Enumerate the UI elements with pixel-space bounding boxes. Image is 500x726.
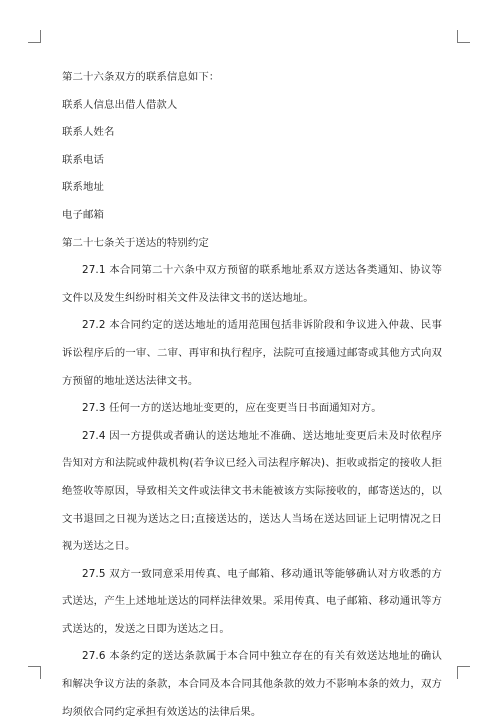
- clause-27-5: 27.5 双方一致同意采用传真、电子邮箱、移动通讯等能够确认对方收悉的方式送达，产生上述地址送达的同样法律效果。采用传真、电子邮箱、移动通讯等方式送达的，发送之日即为送达之日。: [62, 567, 442, 635]
- article-27-heading: 第二十七条关于送达的特别约定: [62, 236, 209, 249]
- clause-27-2: 27.2 本合同约定的送达地址的适用范围包括非诉阶段和争议进入仲裁、民事诉讼程序后的一审、二审、再审和执行程序，法院可直接通过邮寄或其他方式向双方预留的地址送达法律文书。: [62, 319, 442, 387]
- crop-mark-bottom-left: [28, 666, 41, 679]
- contact-name-row: 联系人姓名: [62, 126, 115, 139]
- document-body: [62, 64, 442, 726]
- contact-email-row: 电子邮箱: [62, 208, 104, 221]
- contact-phone-row: 联系电话: [62, 153, 104, 166]
- clause-27-3: 27.3 任何一方的送达地址变更的，应在变更当日书面通知对方。: [82, 402, 382, 415]
- clause-27-1: 27.1 本合同第二十六条中双方预留的联系地址系双方送达各类通知、协议等文件以及发生纠纷时相关文件及法律文书的送达地址。: [62, 264, 442, 304]
- crop-mark-top-right: [457, 30, 470, 43]
- clause-27-4: 27.4 因一方提供或者确认的送达地址不准确、送达地址变更后未及时依程序告知对方和法院或仲裁机构(若争议已经入司法程序解决)、拒收或指定的接收人拒绝签收等原因，导致相关文件或法律文书未能被该方实际接收的，邮寄送达的，以文书退回之日视为送达之日;直接送达的，送达人当场在送达回证上记明情况之日视为送达之日。: [62, 429, 442, 553]
- contact-info-row: 联系人信息出借人借款人: [62, 98, 178, 111]
- contact-address-row: 联系地址: [62, 181, 104, 194]
- crop-mark-top-left: [28, 30, 41, 43]
- crop-mark-bottom-right: [457, 666, 470, 679]
- clause-27-6: 27.6 本条约定的送达条款属于本合同中独立存在的有关有效送达地址的确认和解决争议方法的条款，本合同及本合同其他条款的效力不影响本条的效力，双方均须依合同约定承担有效送达的法律后果。: [62, 650, 442, 718]
- article-26-heading: 第二十六条双方的联系信息如下：: [62, 71, 220, 83]
